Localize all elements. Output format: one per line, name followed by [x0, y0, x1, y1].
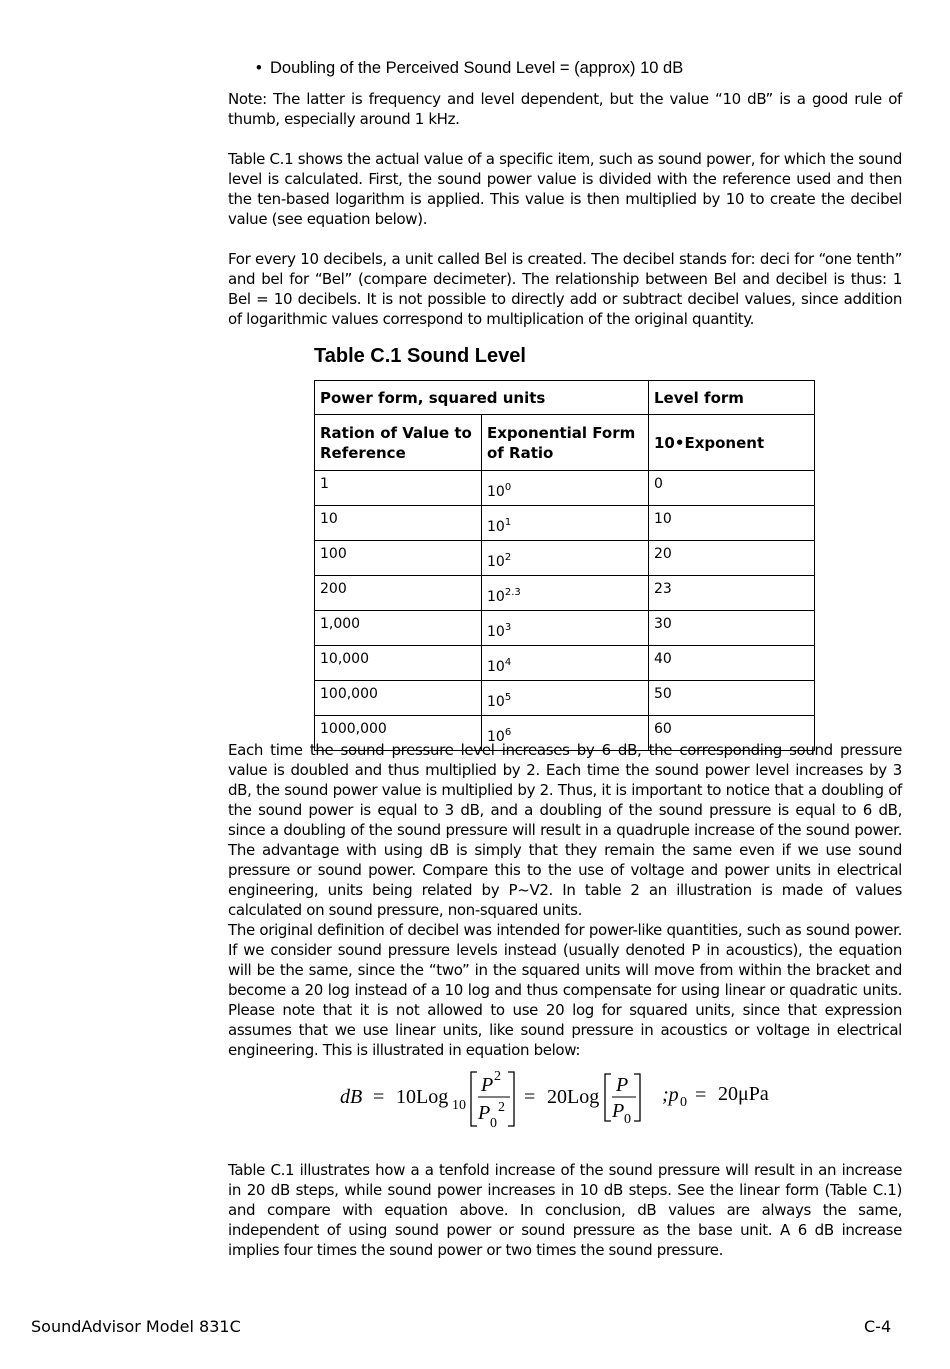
cell-level: 0: [649, 471, 815, 506]
cell-exponential: $10^1$: [482, 506, 649, 541]
paragraph-pressure-power: Each time the sound pressure level increases by 6 dB, the corresponding sound pressure value is doubled and thus multiplied by 2. Each time the sound power level increases by 3 dB, the sound power value is multiplied by 2. Thus, it is important to notice that a doubling of the sound power is equal to 3 dB, and a doubling of the sound pressure is equal to 6 dB, since a doubling of the sound pressure will result in a quadruple increase of the sound power. The advantage with using dB is simply that they remain the same even if we use sound pressure or sound power. Compare this to the use of voltage and power units in electrical engineering, units being related by P~V2. In table 2 an illustration is made of values calculated on sound pressure, non-squared units.: [228, 741, 902, 919]
eq-term2: 20Log: [547, 1086, 600, 1108]
footer-page-number: C-4: [864, 1317, 892, 1336]
eq-den2: P: [612, 1100, 625, 1122]
paragraph-table-intro: Table C.1 shows the actual value of a specific item, such as sound power, for which the sound level is calculated. First, the sound power value is divided with the reference used and then the ten-based logarithm is applied. This value is then multiplied by 10 to create the decibel value (see equation below).: [228, 150, 902, 228]
eq-sub10: 10: [452, 1098, 466, 1113]
eq-den1-exp: 2: [498, 1100, 505, 1115]
table-row: [315, 681, 815, 716]
cell-ratio: 200: [315, 576, 482, 611]
cell-ratio: 1,000: [315, 611, 482, 646]
eq-num2: P: [616, 1074, 629, 1096]
cell-exponential: $10^4$: [482, 646, 649, 681]
bullet-item: [256, 57, 683, 79]
eq-lhs: dB: [340, 1086, 363, 1108]
table-row: [315, 576, 815, 611]
cell-exponential: $10^5$: [482, 681, 649, 716]
cell-level: 23: [649, 576, 815, 611]
cell-ratio: 100,000: [315, 681, 482, 716]
cell-level: 40: [649, 646, 815, 681]
cell-exponential: $10^0$: [482, 471, 649, 506]
paragraph-conclusion: Table C.1 illustrates how a a tenfold increase of the sound pressure will result in an increase in 20 dB steps, while sound power increases in 10 dB steps. See the linear form (Table C.1) and compare with equation above. In conclusion, dB values are always the same, independent of using sound power or sound pressure as the base unit. A 6 dB increase implies four times the sound power or two times the sound pressure.: [228, 1161, 902, 1259]
eq-num1: P: [481, 1074, 494, 1096]
col-header-exponential: Exponential Form of Ratio: [482, 415, 649, 471]
eq-sign-2: =: [524, 1086, 536, 1108]
eq-num1-exp: 2: [494, 1069, 501, 1084]
table-row: [315, 506, 815, 541]
col-header-ratio: Ration of Value to Reference: [315, 415, 482, 471]
eq-den1: P: [478, 1102, 491, 1124]
bullet-dot-icon: •: [256, 59, 262, 77]
bracket-left-icon: [605, 1074, 611, 1121]
decibel-equation: [340, 1066, 790, 1130]
footer-model-name: SoundAdvisor Model 831C: [31, 1317, 241, 1336]
eq-ref-sub: 0: [680, 1095, 687, 1110]
cell-level: 20: [649, 541, 815, 576]
eq-den2-sub: 0: [624, 1112, 631, 1127]
paragraph-note: Note: The latter is frequency and level dependent, but the value “10 dB” is a good rule of thumb, especially around 1 kHz.: [228, 90, 902, 128]
group-header-power: Power form, squared units: [315, 381, 649, 415]
bullet-text: Doubling of the Perceived Sound Level = (approx) 10 dB: [270, 59, 684, 77]
group-header-level: Level form: [649, 381, 815, 415]
bracket-left-icon: [471, 1072, 477, 1126]
bracket-right-icon: [508, 1072, 514, 1126]
cell-ratio: 10: [315, 506, 482, 541]
col-header-level: 10•Exponent: [649, 415, 815, 471]
table-title: Table C.1 Sound Level: [314, 345, 526, 367]
cell-level: 50: [649, 681, 815, 716]
cell-level: 30: [649, 611, 815, 646]
cell-exponential: $10^6$: [482, 716, 649, 751]
table-row: [315, 646, 815, 681]
eq-sign-1: =: [373, 1086, 385, 1108]
table-row: [315, 541, 815, 576]
eq-ref-label: ;p: [662, 1084, 679, 1106]
eq-sign-3: =: [695, 1084, 707, 1106]
cell-ratio: 1: [315, 471, 482, 506]
cell-ratio: 100: [315, 541, 482, 576]
cell-level: 10: [649, 506, 815, 541]
cell-ratio: 10,000: [315, 646, 482, 681]
cell-exponential: $10^2$: [482, 541, 649, 576]
paragraph-definition: The original definition of decibel was intended for power-like quantities, such as sound power. If we consider sound pressure levels instead (usually denoted P in acoustics), the equation will be the same, since the “two” in the squared units will move from within the bracket and become a 20 log instead of a 10 log and thus compensate for using linear or quadratic units. Please note that it is not allowed to use 20 log for squared units, since that expression assumes that we use linear units, like sound pressure in acoustics or voltage in electrical engineering. This is illustrated in equation below:: [228, 921, 902, 1059]
eq-term1: 10Log: [396, 1086, 449, 1108]
cell-exponential: $10^3$: [482, 611, 649, 646]
eq-ref-value: 20μPa: [718, 1083, 769, 1105]
cell-level: 60: [649, 716, 815, 751]
table-row: [315, 611, 815, 646]
paragraph-bel: For every 10 decibels, a unit called Bel is created. The decibel stands for: deci for “one tenth” and bel for “Bel” (compare decimeter). The relationship between Bel and decibel is thus: 1 Bel = 10 decibels. It is not possible to directly add or subtract decibel values, since addition of logarithmic values correspond to multiplication of the original quantity.: [228, 250, 902, 328]
table-row: [315, 471, 815, 506]
cell-exponential: $10^{2.3}$: [482, 576, 649, 611]
sound-level-table: [314, 380, 815, 751]
cell-ratio: 1000,000: [315, 716, 482, 751]
eq-den1-sub: 0: [490, 1116, 497, 1130]
